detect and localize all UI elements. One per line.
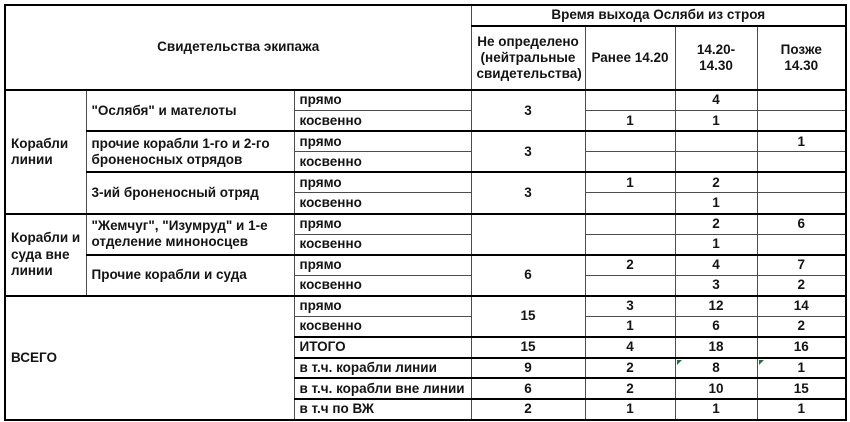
value-cell: 9 <box>471 358 585 379</box>
value-cell: 15 <box>471 296 585 337</box>
value-cell: 3 <box>471 90 585 131</box>
category-label-cell: Прочие корабли и суда <box>86 255 294 296</box>
value-cell: 18 <box>675 337 757 358</box>
value-cell <box>585 193 675 214</box>
value-cell <box>585 131 675 152</box>
value-cell: 12 <box>675 296 757 317</box>
value-cell: 2 <box>471 399 585 420</box>
value-cell: 1 <box>757 131 846 152</box>
value-cell: 1 <box>585 172 675 193</box>
category-label-cell: "Ослябя" и мателоты <box>86 90 294 131</box>
value-cell: 2 <box>757 275 846 296</box>
evidence-type-cell: косвенно <box>294 111 471 132</box>
evidence-type-cell: прямо <box>294 172 471 193</box>
value-cell <box>757 193 846 214</box>
corner-header-cell: Свидетельства экипажа <box>5 5 471 90</box>
value-cell: 3 <box>471 131 585 172</box>
summary-row-label: ИТОГО <box>294 337 471 358</box>
value-cell <box>585 214 675 235</box>
value-cell <box>757 152 846 173</box>
value-cell: 1 <box>585 399 675 420</box>
value-cell <box>585 90 675 111</box>
value-cell <box>757 234 846 255</box>
value-cell: 3 <box>675 275 757 296</box>
value-cell <box>675 131 757 152</box>
col-header-mid: 14.20-14.30 <box>675 26 757 90</box>
group-label-cell: Корабли линии <box>5 90 86 214</box>
category-label-cell: прочие корабли 1-го и 2-го броненосных отрядов <box>86 131 294 172</box>
value-cell: 1 <box>675 399 757 420</box>
col-header-neutral: Не определено (нейтральные свидетельства) <box>471 26 585 90</box>
value-cell: 15 <box>471 337 585 358</box>
table-title-cell: Время выхода Осляби из строя <box>471 5 846 26</box>
value-cell: 15 <box>757 378 846 399</box>
evidence-type-cell: прямо <box>294 296 471 317</box>
comment-flag-icon <box>759 360 764 365</box>
category-label-cell: "Жемчуг", "Изумруд" и 1-е отделение миноносцев <box>86 214 294 255</box>
value-cell: 4 <box>675 255 757 276</box>
summary-row-label: в т.ч. корабли линии <box>294 358 471 379</box>
value-cell: 1 <box>675 193 757 214</box>
value-cell: 6 <box>675 317 757 338</box>
value-cell <box>585 234 675 255</box>
evidence-type-cell: прямо <box>294 131 471 152</box>
value-cell <box>757 358 846 379</box>
value-cell: 10 <box>675 378 757 399</box>
evidence-type-cell: косвенно <box>294 317 471 338</box>
cell-value: 8 <box>712 359 720 375</box>
value-cell: 7 <box>757 255 846 276</box>
value-cell: 2 <box>585 255 675 276</box>
value-cell: 1 <box>675 234 757 255</box>
value-cell: 2 <box>757 317 846 338</box>
value-cell: 3 <box>585 296 675 317</box>
value-cell: 2 <box>585 378 675 399</box>
evidence-type-cell: косвенно <box>294 193 471 214</box>
value-cell: 16 <box>757 337 846 358</box>
value-cell: 14 <box>757 296 846 317</box>
value-cell: 6 <box>471 255 585 296</box>
value-cell <box>757 90 846 111</box>
col-header-early: Ранее 14.20 <box>585 26 675 90</box>
value-cell <box>675 152 757 173</box>
value-cell: 1 <box>675 111 757 132</box>
category-label-cell: 3-ий броненосный отряд <box>86 172 294 213</box>
value-cell <box>585 152 675 173</box>
group-label-cell: Корабли и суда вне линии <box>5 214 86 296</box>
value-cell: 2 <box>675 214 757 235</box>
summary-row-label: в т.ч. корабли вне линии <box>294 378 471 399</box>
value-cell: 3 <box>471 172 585 213</box>
value-cell <box>585 275 675 296</box>
value-cell <box>675 358 757 379</box>
value-cell: 6 <box>471 378 585 399</box>
oslyabya-evidence-table <box>4 4 847 421</box>
value-cell: 2 <box>675 172 757 193</box>
col-header-late: Позже 14.30 <box>757 26 846 90</box>
evidence-type-cell: косвенно <box>294 234 471 255</box>
evidence-type-cell: косвенно <box>294 275 471 296</box>
comment-flag-icon <box>677 360 682 365</box>
cell-value: 1 <box>797 359 806 375</box>
value-cell: 6 <box>757 214 846 235</box>
value-cell: 4 <box>585 337 675 358</box>
value-cell: 1 <box>757 399 846 420</box>
value-cell: 4 <box>675 90 757 111</box>
value-cell <box>757 172 846 193</box>
value-cell <box>757 111 846 132</box>
evidence-type-cell: прямо <box>294 90 471 111</box>
value-cell: 1 <box>585 111 675 132</box>
value-cell <box>471 214 585 255</box>
summary-row-label: в т.ч по ВЖ <box>294 399 471 420</box>
evidence-type-cell: прямо <box>294 255 471 276</box>
value-cell: 2 <box>585 358 675 379</box>
evidence-type-cell: прямо <box>294 214 471 235</box>
group-label-cell-total: ВСЕГО <box>5 296 294 420</box>
value-cell: 1 <box>585 317 675 338</box>
evidence-type-cell: косвенно <box>294 152 471 173</box>
